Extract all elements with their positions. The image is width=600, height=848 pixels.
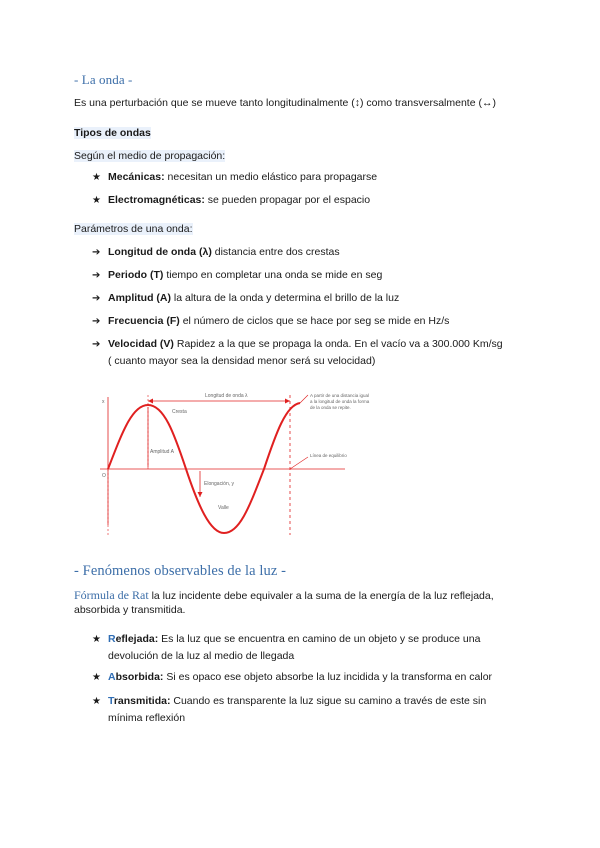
arrow-right-icon: ➔ xyxy=(92,293,101,304)
desc: la altura de la onda y determina el brillo de la luz xyxy=(171,292,400,304)
section-title-la-onda: - La onda - xyxy=(74,72,133,87)
list-item-frecuencia xyxy=(92,312,449,331)
label-amplitude: Amplitud A xyxy=(150,449,174,455)
types-heading xyxy=(74,126,151,140)
arrow-right-icon: ➔ xyxy=(92,316,101,327)
term: Longitud de onda (λ) xyxy=(108,246,212,258)
desc-continuation: mínima reflexión xyxy=(108,712,186,724)
wave-diagram xyxy=(100,385,470,545)
desc-continuation: ( cuanto mayor sea la densidad menor será su velocidad) xyxy=(108,355,376,367)
params-label xyxy=(74,222,193,236)
types-heading-text: Tipos de ondas xyxy=(74,127,151,139)
star-icon: ★ xyxy=(92,672,101,683)
formula-link: Fórmula de Rat xyxy=(74,588,149,602)
desc: tiempo en completar una onda se mide en seg xyxy=(163,269,383,281)
term: Periodo (T) xyxy=(108,269,164,281)
list-item-periodo xyxy=(92,266,382,285)
desc: Rapidez a la que se propaga la onda. En el vacío va a 300.000 Km/sg xyxy=(173,338,503,350)
term-initial: R xyxy=(108,633,116,645)
list-item-electromagneticas xyxy=(92,191,370,210)
star-icon: ★ xyxy=(92,696,101,707)
term: Amplitud (A) xyxy=(108,292,171,304)
term: ransmitida: xyxy=(113,695,171,707)
term: Electromagnéticas: xyxy=(108,194,205,206)
term: eflejada: xyxy=(115,633,159,645)
list-item-transmitida xyxy=(92,692,486,725)
wavelength-arrowhead-right xyxy=(285,399,290,404)
wave-curve xyxy=(108,403,300,533)
formula-continuation: absorbida y transmitida. xyxy=(74,604,186,616)
term-initial: T xyxy=(108,695,114,707)
list-item-longitud xyxy=(92,243,340,262)
formula-text: la luz incidente debe equivaler a la suma de la energía de la luz reflejada, xyxy=(148,590,494,602)
term-initial: A xyxy=(108,671,116,683)
label-wavelength: Longitud de onda λ xyxy=(205,393,248,399)
params-label-text: Parámetros de una onda: xyxy=(74,223,193,235)
label-elongation: Elongación, y xyxy=(204,481,235,487)
label-equilibrium: Línea de equilibrio xyxy=(310,453,347,458)
label-crest: Cresta xyxy=(172,409,187,415)
equilibrium-leader xyxy=(290,457,308,469)
desc: el número de ciclos que se hace por seg se mide en Hz/s xyxy=(179,315,450,327)
wavelength-arrowhead-left xyxy=(148,399,153,404)
term: Mecánicas: xyxy=(108,171,165,183)
list-item-absorbida xyxy=(92,668,492,687)
list-item-reflejada xyxy=(92,630,480,663)
formula-paragraph xyxy=(74,588,494,603)
desc-continuation: devolución de la luz al medio de llegada xyxy=(108,650,295,662)
label-note-line-2: a la longitud de onda la forma xyxy=(310,399,370,404)
label-valley: Valle xyxy=(218,505,229,511)
desc: necesitan un medio elástico para propagarse xyxy=(164,171,378,183)
arrow-right-icon: ➔ xyxy=(92,247,101,258)
intro-paragraph: Es una perturbación que se mueve tanto longitudinalmente (↕) como transversalmente (↔) xyxy=(74,97,496,109)
section-title-fenomenos: - Fenómenos observables de la luz - xyxy=(74,563,287,579)
label-note-line-1: A partir de una distancia igual xyxy=(310,393,370,398)
desc: Es la luz que se encuentra en camino de un objeto y se produce una xyxy=(158,633,481,645)
medium-label xyxy=(74,149,225,163)
arrow-right-icon: ➔ xyxy=(92,270,101,281)
list-item-velocidad xyxy=(92,335,503,368)
label-x: x xyxy=(102,399,105,405)
list-item-amplitud xyxy=(92,289,399,308)
elongation-arrowhead xyxy=(198,492,203,497)
medium-label-text: Según el medio de propagación: xyxy=(74,150,226,162)
star-icon: ★ xyxy=(92,172,101,183)
term: bsorbida: xyxy=(115,671,164,683)
label-origin: O xyxy=(102,473,106,479)
desc: se pueden propagar por el espacio xyxy=(204,194,371,206)
term: Frecuencia (F) xyxy=(108,315,180,327)
term: Velocidad (V) xyxy=(108,338,174,350)
star-icon: ★ xyxy=(92,195,101,206)
label-note-line-3: de la onda se repite. xyxy=(310,405,351,410)
note-leader xyxy=(300,395,308,403)
desc: Si es opaco ese objeto absorbe la luz incidida y la transforma en calor xyxy=(163,671,493,683)
desc: distancia entre dos crestas xyxy=(211,246,340,258)
desc: Cuando es transparente la luz sigue su camino a través de este sin xyxy=(170,695,487,707)
list-item-mecanicas xyxy=(92,168,377,187)
star-icon: ★ xyxy=(92,634,101,645)
arrow-right-icon: ➔ xyxy=(92,339,101,350)
